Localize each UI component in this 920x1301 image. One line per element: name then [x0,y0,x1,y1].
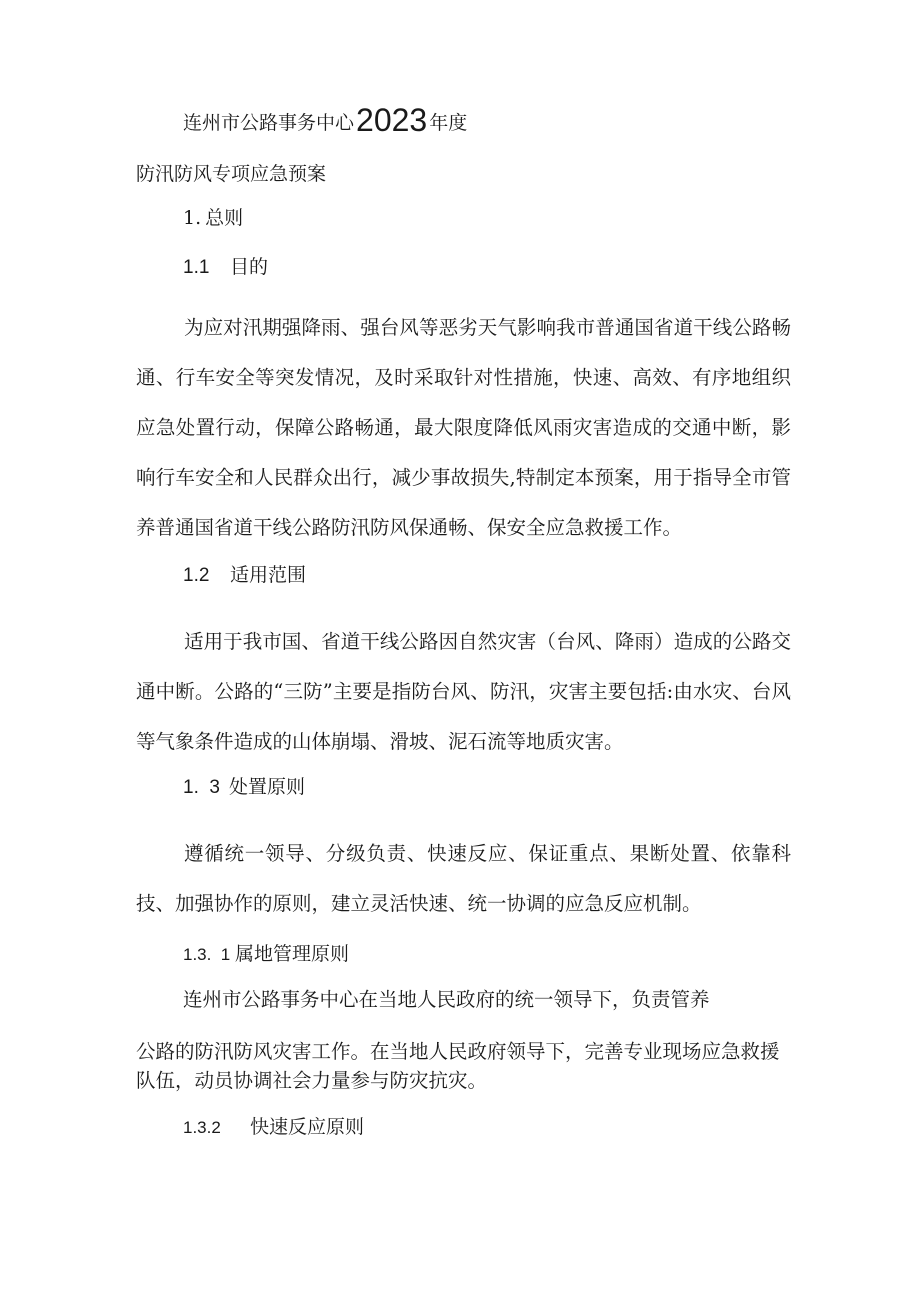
section-title: 处置原则 [229,776,306,798]
section-title: 适用范围 [230,564,307,586]
section-title: 目的 [230,256,269,278]
title-suffix: 年度 [429,112,468,134]
section-title: 总则 [205,207,244,229]
paragraph-territorial-line2: 公路的防汛防风灾害工作。在当地人民政府领导下，完善专业现场应急救援 [136,1040,780,1063]
title-prefix: 连州市公路事务中心 [183,112,355,134]
title-year: 2023 [356,102,428,138]
section-heading-1 [183,204,243,232]
section-number: 1.1 [183,257,210,278]
paragraph-scope: 适用于我市国、省道干线公路因自然灾害（台风、降雨）造成的公路交通中断。公路的“三防”主要是指防台风、防汛，灾害主要包括:由水灾、台风等气象条件造成的山体崩塌、滑坡、泥石流等地质灾害。 [136,630,791,753]
section-heading-1-3-2 [183,1113,364,1142]
section-number: 1.2 [183,565,210,586]
section-heading-1-3 [183,773,305,802]
section-number: 1. [183,207,202,229]
paragraph-purpose: 为应对汛期强降雨、强台风等恶劣天气影响我市普通国省道干线公路畅通、行车安全等突发情况，及时采取针对性措施，快速、高效、有序地组织应急处置行动，保障公路畅通，最大限度降低风雨灾害造成的交通中断，影响行车安全和人民群众出行，减少事故损失,特制定本预案，用于指导全市管养普通国省道干线公路防汛防风保通畅、保安全应急救援工作。 [136,316,791,539]
section-number: 1.3.2 [183,1118,221,1137]
document-subtitle: 防汛防风专项应急预案 [136,163,327,185]
document-title [183,100,467,143]
section-heading-1-1 [183,253,268,282]
section-number: 1. 3 [183,777,220,798]
paragraph-territorial-line1: 连州市公路事务中心在当地人民政府的统一领导下，负责管养 [183,988,710,1011]
section-heading-1-2 [183,561,306,590]
section-title: 属地管理原则 [235,943,350,965]
paragraph-principles: 遵循统一领导、分级负责、快速反应、保证重点、果断处置、依靠科技、加强协作的原则，建立灵活快速、统一协调的应急反应机制。 [136,842,791,915]
section-title: 快速反应原则 [250,1116,365,1138]
section-heading-1-3-1 [183,940,349,969]
section-number: 1.3. 1 [183,945,231,964]
paragraph-territorial-line3: 队伍，动员协调社会力量参与防灾抗灾。 [136,1069,488,1092]
